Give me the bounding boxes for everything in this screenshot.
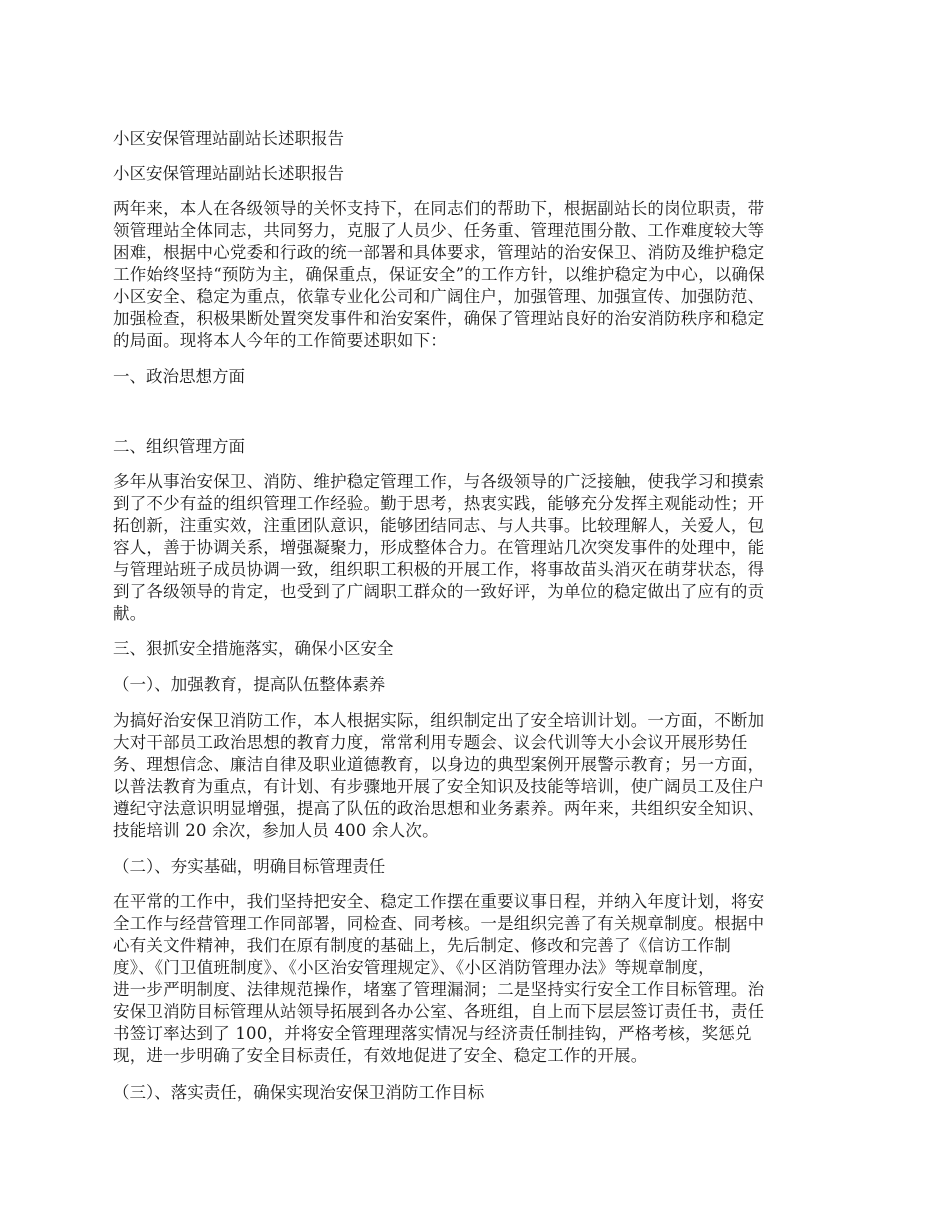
sub2-paragraph [113,891,764,1067]
intro-line: 领管理站全体同志，共同努力，克服了人员少、任务重、管理范围分散、工作难度较大等 [113,221,765,240]
intro-line: 两年来，本人在各级领导的关怀支持下，在同志们的帮助下，根据副站长的岗位职责，带 [113,199,765,218]
intro-line: 工作始终坚持“预防为主，确保重点，保证安全”的工作方针，以维护稳定为中心，以确保 [113,265,765,284]
section2-heading: 二、组织管理方面 [113,437,245,456]
sub2-line: 全工作与经营管理工作同部署，同检查、同考核。一是组织完善了有关规章制度。根据中 [113,914,765,933]
sub2-line: 在平常的工作中，我们坚持把安全、稳定工作摆在重要议事日程，并纳入年度计划，将安 [113,892,765,911]
sub1-line: 为搞好治安保卫消防工作，本人根据实际，组织制定出了安全培训计划。一方面，不断加 [113,711,765,730]
sub1-line: 大对干部员工政治思想的教育力度，常常利用专题会、议会代训等大小会议开展形势任 [113,733,748,752]
intro-line: 困难，根据中心党委和行政的统一部署和具体要求，管理站的治安保卫、消防及维护稳定 [113,243,765,262]
document-subtitle: 小区安保管理站副站长述职报告 [113,164,344,183]
sub1-line: 遵纪守法意识明显增强，提高了队伍的政治思想和业务素养。两年来，共组织安全知识、 [113,799,765,818]
section2-line: 献。 [113,604,147,623]
sub1-line: 技能培训 20 余次，参加人员 400 余人次。 [113,821,439,840]
section2-paragraph [113,471,764,625]
sub2-line: 度》、《门卫值班制度》、《小区治安管理规定》、《小区消防管理办法》等规章制度， [113,958,715,977]
sub1-line: 务、理想信念、廉洁自律及职业道德教育，以身边的典型案例开展警示教育；另一方面， [113,755,765,774]
sub2-line: 进一步严明制度、法律规范操作，堵塞了管理漏洞；二是坚持实行安全工作目标管理。治 [113,980,765,999]
section2-line: 与管理站班子成员协调一致，组织职工积极的开展工作，将事故苗头消灭在萌芽状态，得 [113,560,765,579]
section2-line: 拓创新，注重实效，注重团队意识，能够团结同志、与人共事。比较理解人，关爱人，包 [113,516,765,535]
document-title: 小区安保管理站副站长述职报告 [113,129,344,148]
sub2-line: 书签订率达到了 100，并将安全管理理落实情况与经济责任制挂钩，严格考核，奖惩兑 [113,1024,752,1043]
section1-heading: 一、政治思想方面 [113,367,245,386]
sub1-heading: （一）、加强教育，提高队伍整体素养 [113,675,386,694]
sub2-heading: （二）、夯实基础，明确目标管理责任 [113,857,386,876]
intro-paragraph [113,198,765,352]
intro-line: 加强检查，积极果断处置突发事件和治安案件，确保了管理站良好的治安消防秩序和稳定 [113,309,765,328]
sub1-paragraph [113,710,764,842]
section2-line: 多年从事治安保卫、消防、维护稳定管理工作，与各级领导的广泛接触，使我学习和摸索 [113,472,765,491]
sub1-line: 以普法教育为重点，有计划、有步骤地开展了安全知识及技能等培训，使广阔员工及住户 [113,777,765,796]
sub2-line: 安保卫消防目标管理从站领导拓展到各办公室、各班组，自上而下层层签订责任书，责任 [113,1002,765,1021]
intro-line: 的局面。现将本人今年的工作简要述职如下： [113,331,447,350]
section2-line: 容人，善于协调关系，增强凝聚力，形成整体合力。在管理站几次突发事件的处理中，能 [113,538,765,557]
section2-line: 到了各级领导的肯定，也受到了广阔职工群众的一致好评，为单位的稳定做出了应有的贡 [113,582,765,601]
section3-heading: 三、狠抓安全措施落实，确保小区安全 [113,639,394,658]
intro-line: 小区安全、稳定为重点，依靠专业化公司和广阔住户，加强管理、加强宣传、加强防范、 [113,287,765,306]
sub2-line: 心有关文件精神，我们在原有制度的基础上，先后制定、修改和完善了《信访工作制 [113,936,731,955]
sub3-heading: （三）、落实责任，确保实现治安保卫消防工作目标 [113,1083,485,1102]
section2-line: 到了不少有益的组织管理工作经验。勤于思考，热衷实践，能够充分发挥主观能动性；开 [113,494,765,513]
sub2-line: 现，进一步明确了安全目标责任，有效地促进了安全、稳定工作的开展。 [113,1046,648,1065]
